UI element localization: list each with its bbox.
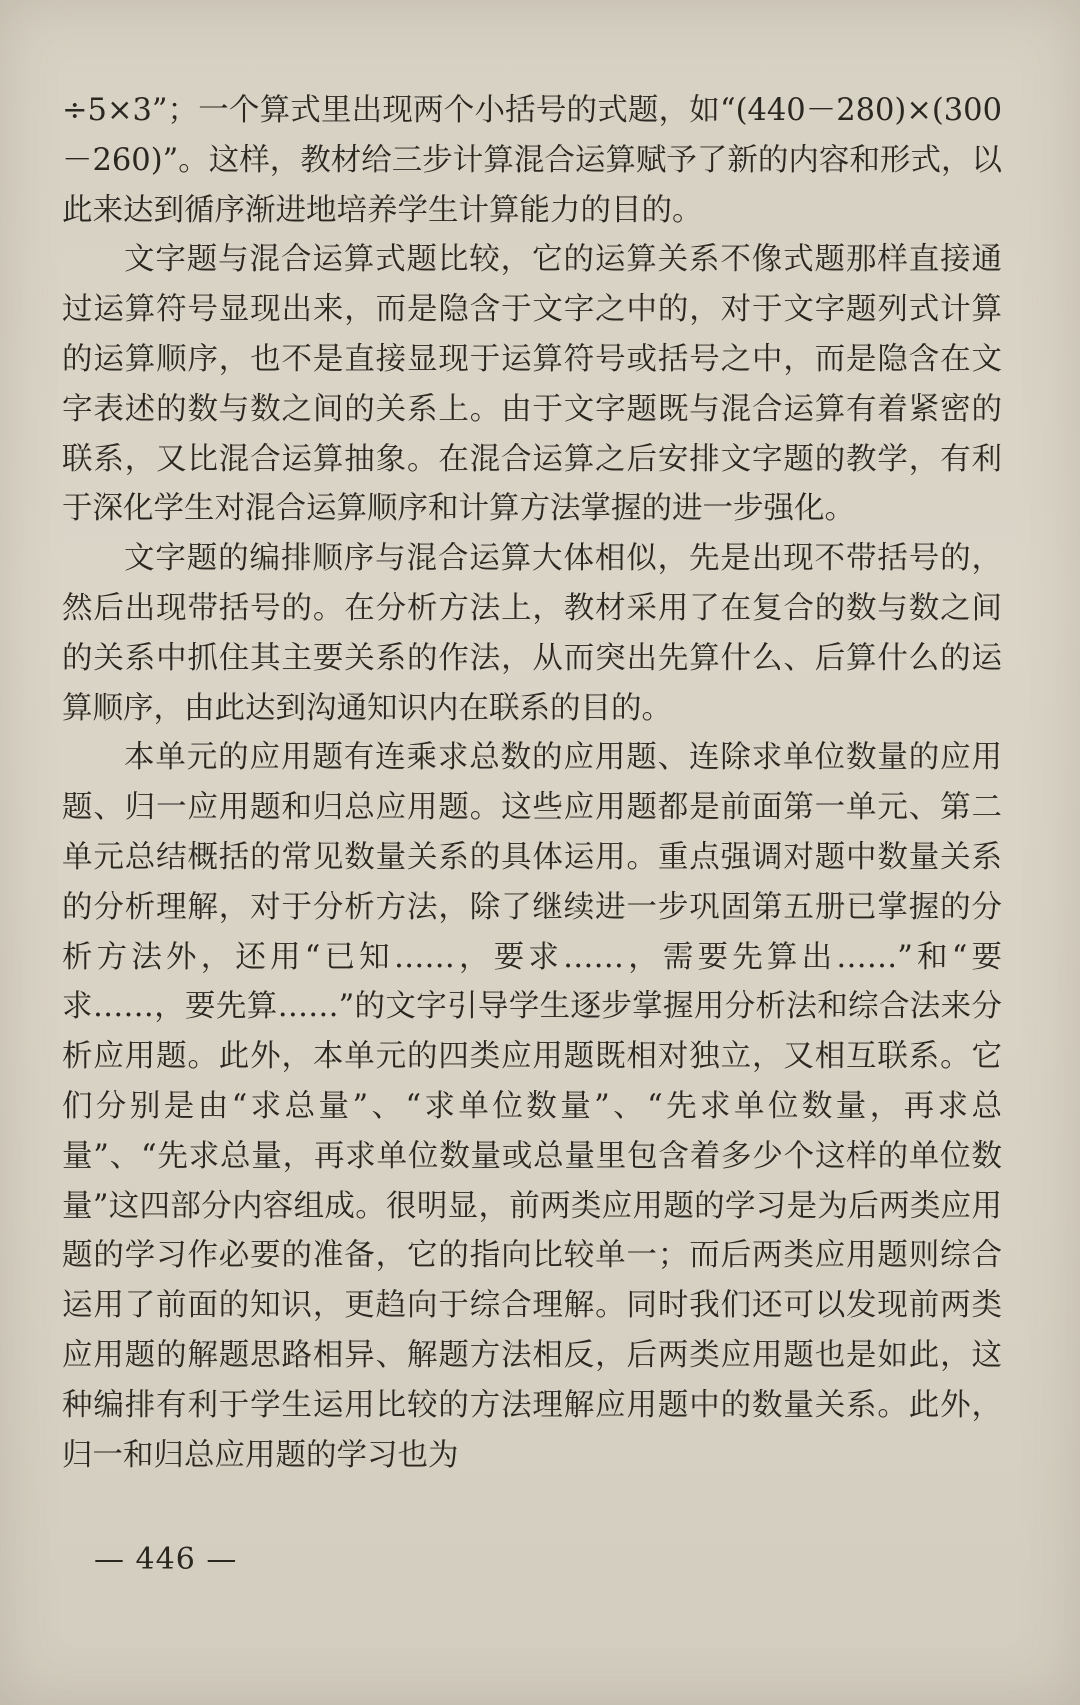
paragraph-3: 文字题的编排顺序与混合运算大体相似，先是出现不带括号的，然后出现带括号的。在分析方法上，教材采用了在复合的数与数之间的关系中抓住其主要关系的作法，从而突出先算什么、后算什么的运算顺序，由此达到沟通知识内在联系的目的。	[62, 541, 1002, 726]
paragraph-2: 文字题与混合运算式题比较，它的运算关系不像式题那样直接通过运算符号显现出来，而是隐含于文字之中的，对于文字题列式计算的运算顺序，也不是直接显现于运算符号或括号之中，而是隐含在文字表述的数与数之间的关系上。由于文字题既与混合运算有着紧密的联系，又比混合运算抽象。在混合运算之后安排文字题的教学，有利于深化学生对混合运算顺序和计算方法掌握的进一步强化。	[62, 242, 1002, 527]
paragraph-4: 本单元的应用题有连乘求总数的应用题、连除求单位数量的应用题、归一应用题和归总应用题。这些应用题都是前面第一单元、第二单元总结概括的常见数量关系的具体运用。重点强调对题中数量关系的分析理解，对于分析方法，除了继续进一步巩固第五册已掌握的分析方法外，还用“已知……，要求……，需要先算出……”和“要求……，要先算……”的文字引导学生逐步掌握用分析法和综合法来分析应用题。此外，本单元的四类应用题既相对独立，又相互联系。它们分别是由“求总量”、“求单位数量”、“先求单位数量，再求总量”、“先求总量，再求单位数量或总量里包含着多少个这样的单位数量”这四部分内容组成。很明显，前两类应用题的学习是为后两类应用题的学习作必要的准备，它的指向比较单一；而后两类应用题则综合运用了前面的知识，更趋向于综合理解。同时我们还可以发现前两类应用题的解题思路相异、解题方法相反，后两类应用题也是如此，这种编排有利于学生运用比较的方法理解应用题中的数量关系。此外，归一和归总应用题的学习也为	[62, 740, 1002, 1473]
body-text	[62, 86, 1002, 1480]
page-number: — 446 —	[94, 1542, 238, 1577]
paragraph-1: ÷5×3”；一个算式里出现两个小括号的式题，如“(440－280)×(300－260)”。这样，教材给三步计算混合运算赋予了新的内容和形式，以此来达到循序渐进地培养学生计算能力的目的。	[62, 93, 1002, 228]
